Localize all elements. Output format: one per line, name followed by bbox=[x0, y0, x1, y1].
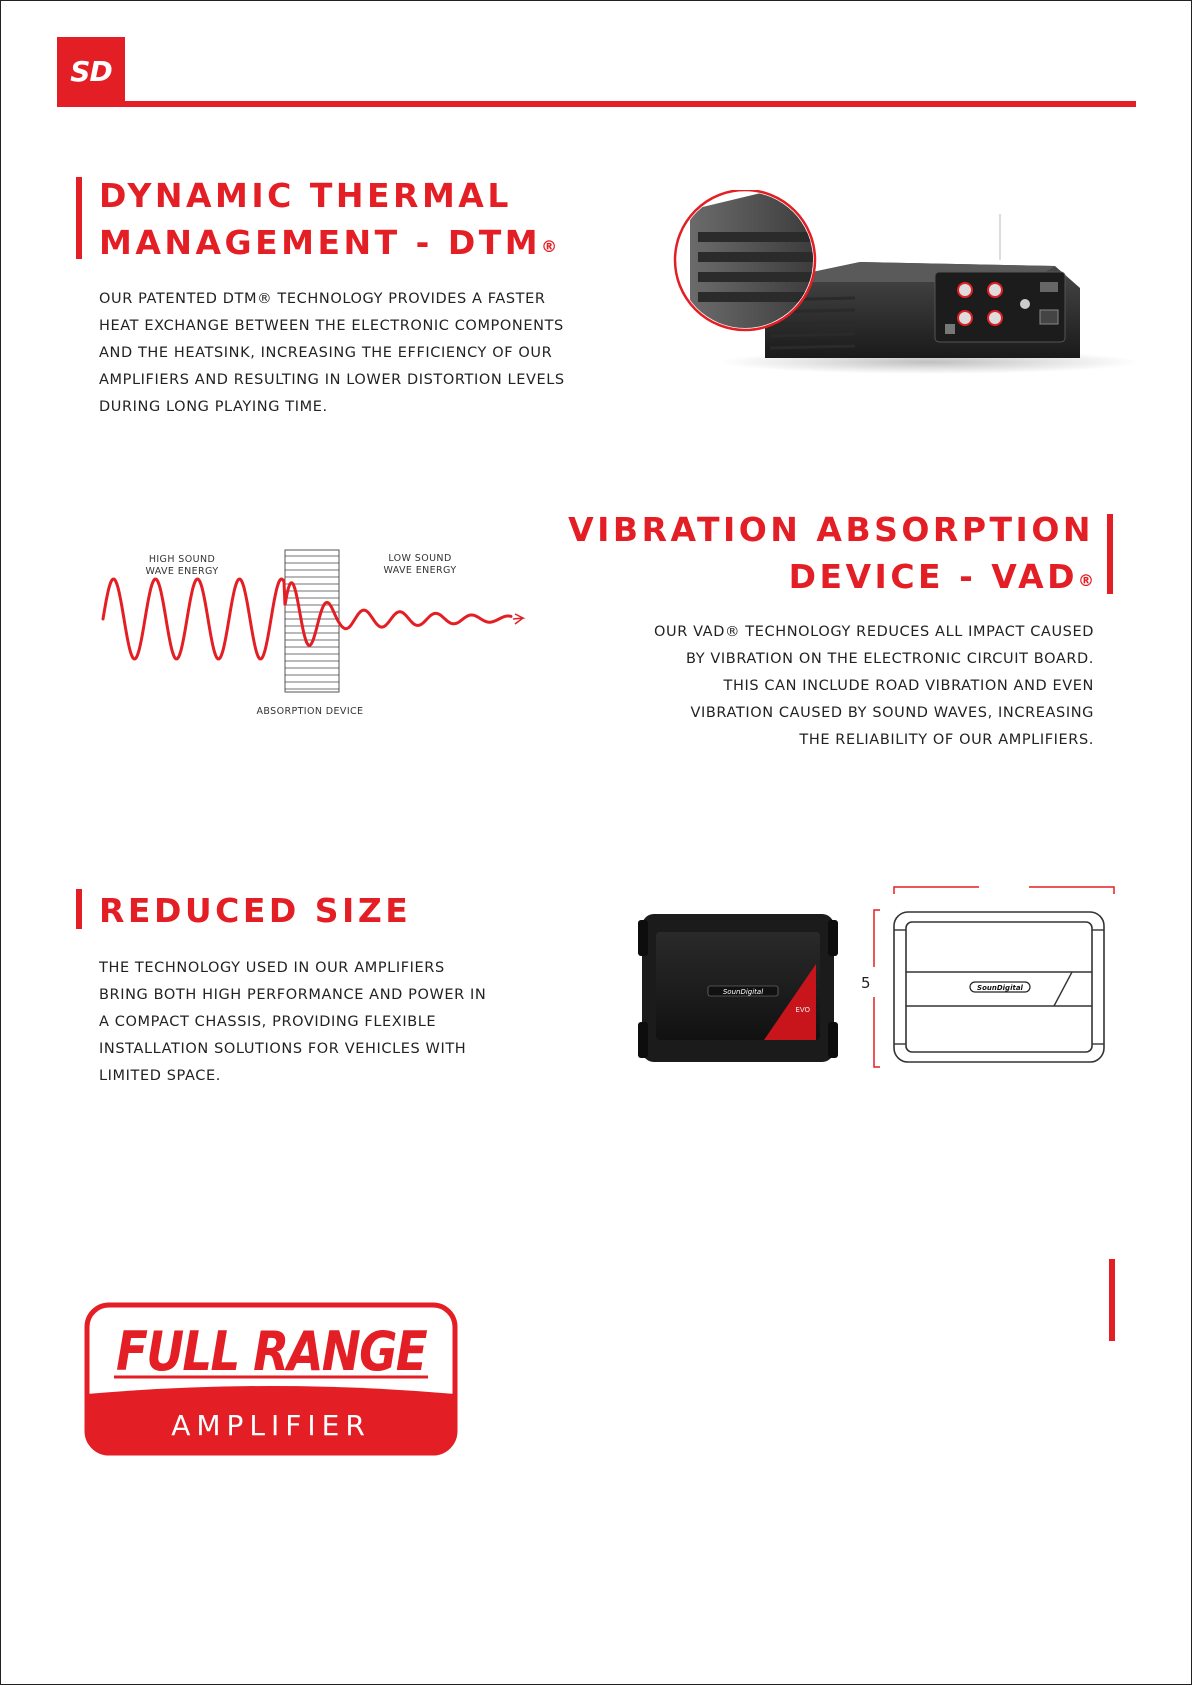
full-range-amplifier-badge bbox=[84, 1302, 458, 1456]
product-brand-text: SounDigital bbox=[722, 988, 764, 996]
page-edge-marker bbox=[1109, 1259, 1115, 1341]
dtm-heading-line2: MANAGEMENT - DTM® bbox=[99, 223, 558, 262]
header-rule bbox=[57, 101, 1136, 107]
registered-mark: ® bbox=[541, 237, 558, 256]
compact-amplifier-photo bbox=[638, 910, 838, 1067]
dtm-heading bbox=[99, 172, 557, 266]
size-heading: REDUCED SIZE bbox=[99, 891, 412, 930]
high-energy-label: HIGH SOUND WAVE ENERGY bbox=[145, 554, 219, 577]
vad-heading-line2: DEVICE - VAD® bbox=[788, 557, 1094, 596]
size-section-bar bbox=[76, 889, 82, 929]
vad-heading-line1: VIBRATION ABSORPTION bbox=[568, 510, 1094, 549]
dtm-section-bar bbox=[76, 177, 82, 259]
wave-arrowhead bbox=[513, 614, 523, 624]
brand-logo bbox=[57, 37, 125, 106]
dtm-heading-line1: DYNAMIC THERMAL bbox=[99, 176, 512, 215]
vad-heading bbox=[568, 506, 1094, 600]
registered-mark: ® bbox=[1078, 571, 1094, 590]
product-model-text: EVO bbox=[795, 1006, 810, 1014]
absorption-device-label: ABSORPTION DEVICE bbox=[256, 706, 364, 717]
low-energy-label: LOW SOUND WAVE ENERGY bbox=[383, 553, 457, 576]
dimension-label: 5 bbox=[861, 974, 871, 992]
badge-subtitle: AMPLIFIER bbox=[171, 1409, 371, 1442]
brand-logo-text: SD bbox=[70, 55, 112, 88]
drawing-brand-text: SounDigital bbox=[977, 984, 1023, 992]
dtm-body: OUR PATENTED DTM® TECHNOLOGY PROVIDES A FASTER HEAT EXCHANGE BETWEEN THE ELECTRONIC COMPONENTS AND THE HEATSINK, INCREASING THE EFFICIENCY OF OUR AMPLIFIERS AND RESULTING IN LOWER DISTORTION LEVELS DURING LONG PLAYING TIME. bbox=[99, 291, 565, 415]
vad-body: OUR VAD® TECHNOLOGY REDUCES ALL IMPACT CAUSED BY VIBRATION ON THE ELECTRONIC CIRCUIT BOARD. THIS CAN INCLUDE ROAD VIBRATION AND EVEN VIBRATION CAUSED BY SOUND WAVES, INCREASING THE RELIABILITY OF OUR AMPLIFIERS. bbox=[653, 624, 1094, 748]
badge-title: FULL RANGE bbox=[116, 1320, 428, 1383]
vibration-wave-diagram bbox=[95, 548, 535, 698]
amplifier-dimension-drawing bbox=[854, 882, 1119, 1072]
size-body: THE TECHNOLOGY USED IN OUR AMPLIFIERS BRING BOTH HIGH PERFORMANCE AND POWER IN A COMPACT CHASSIS, PROVIDING FLEXIBLE INSTALLATION SOLUTIONS FOR VEHICLES WITH LIMITED SPACE. bbox=[99, 960, 487, 1084]
dtm-amplifier-image bbox=[670, 190, 1140, 380]
vad-section-bar bbox=[1107, 514, 1113, 594]
